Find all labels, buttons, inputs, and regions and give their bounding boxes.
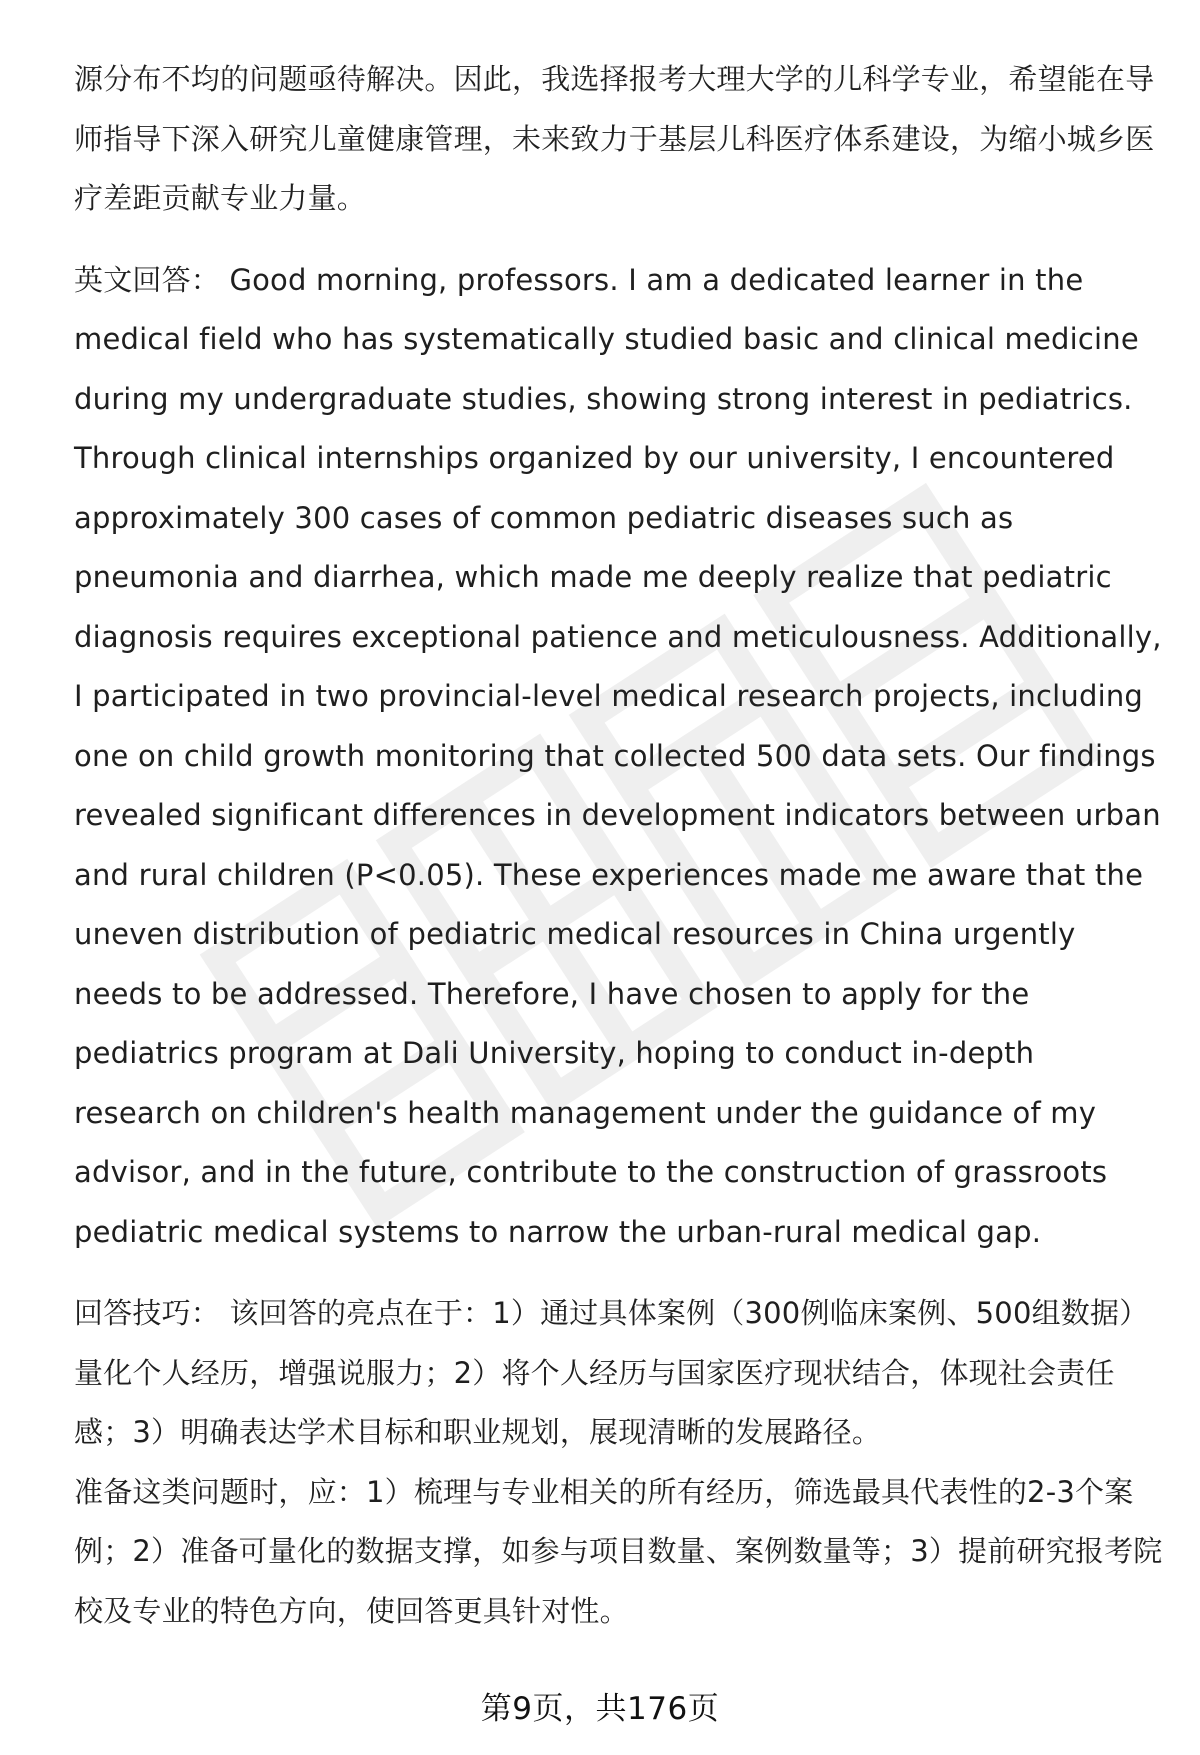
preparation-paragraph: 准备这类问题时，应：1）梳理与专业相关的所有经历，筛选最具代表性的2-3个案例；2）准备可量化的数据支撑，如参与项目数量、案例数量等；3）提前研究报考院校及专业的特色方向，使回答更具针对性。 xyxy=(74,1474,1163,1628)
answer-tips-text: 该回答的亮点在于：1）通过具体案例（300例临床案例、500组数据）量化个人经历，增强说服力；2）将个人经历与国家医疗现状结合，体现社会责任感；3）明确表达学术目标和职业规划，展现清晰的发展路径。 xyxy=(74,1296,1149,1449)
answer-tips-label: 回答技巧： xyxy=(74,1296,221,1330)
chinese-answer-continued: 源分布不均的问题亟待解决。因此，我选择报考大理大学的儿科学专业，希望能在导师指导下深入研究儿童健康管理，未来致力于基层儿科医疗体系建设，为缩小城乡医疗差距贡献专业力量。 xyxy=(74,62,1155,215)
english-answer-label: 英文回答： xyxy=(74,262,221,297)
document-body xyxy=(74,50,1172,1641)
english-answer-paragraph xyxy=(74,251,1172,1263)
page-number-footer: 第9页，共176页 xyxy=(480,1691,720,1727)
english-answer-text: Good morning, professors. I am a dedicated learner in the medical field who has systematically studied basic and clinical medicine during my undergraduate studies, showing strong interest in pediatrics. Through clinical internships organized by our university, I encountered approximately 300 cases of common pediatric diseases such as pneumonia and diarrhea, which made me deeply realize that pediatric diagnosis requires exceptional patience and meticulousness. Additionally, I participated in two provincial-level medical research projects, including one on child growth monitoring that collected 500 data sets. Our findings revealed significant differences in development indicators between urban and rural children (P<0.05). These experiences made me aware that the uneven distribution of pediatric medical resources in China urgently needs to be addressed. Therefore, I have chosen to apply for the pediatrics program at Dali University, hoping to conduct in-depth research on children's health management under the guidance of my advisor, and in the future, contribute to the construction of grassroots pediatric medical systems to narrow the urban-rural medical gap. xyxy=(74,262,1172,1249)
answer-tips-paragraph xyxy=(74,1284,1164,1463)
